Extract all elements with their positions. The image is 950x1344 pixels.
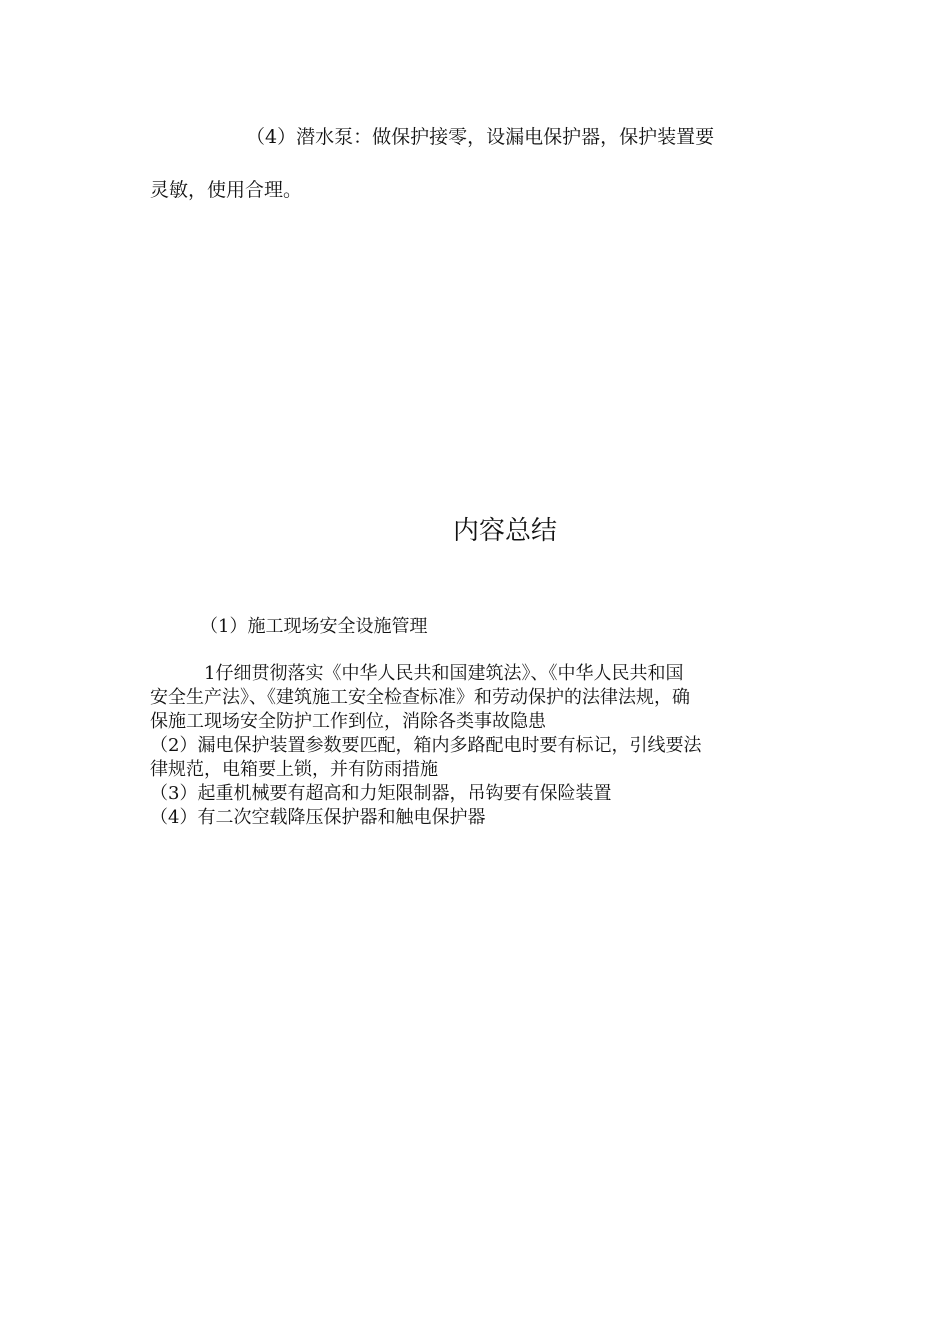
paragraph-submersible-pump-line-1: （4）潜水泵：做保护接零，设漏电保护器，保护装置要: [246, 126, 715, 148]
summary-line: 安全生产法》、《建筑施工安全检查标准》和劳动保护的法律法规，确: [150, 687, 690, 708]
summary-line: 1仔细贯彻落实《中华人民共和国建筑法》、《中华人民共和国: [204, 663, 684, 684]
summary-title: 内容总结: [452, 516, 557, 546]
summary-line: 保施工现场安全防护工作到位，消除各类事故隐患: [150, 711, 546, 732]
summary-heading: （1）施工现场安全设施管理: [200, 616, 428, 637]
paragraph-submersible-pump-line-2: 灵敏，使用合理。: [150, 179, 303, 201]
summary-line: （4）有二次空载降压保护器和触电保护器: [150, 807, 486, 828]
summary-line: （3）起重机械要有超高和力矩限制器，吊钩要有保险装置: [150, 783, 612, 804]
summary-line: 律规范，电箱要上锁，并有防雨措施: [150, 759, 438, 780]
summary-line: （2）漏电保护装置参数要匹配，箱内多路配电时要有标记，引线要法: [150, 735, 702, 756]
